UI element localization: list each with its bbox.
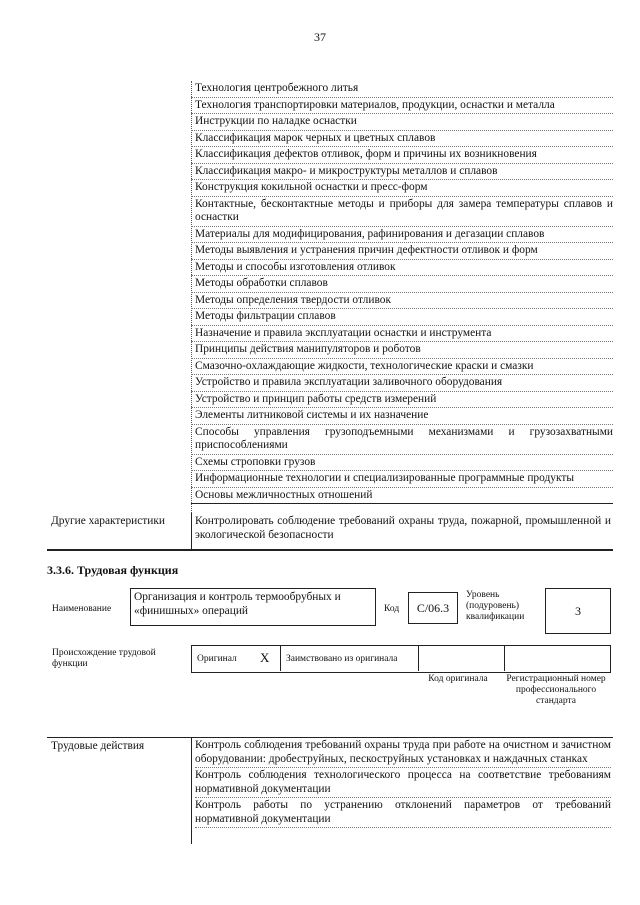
knowledge-item: Способы управления грузоподъемными механизмами и грузозахватными приспособлениями xyxy=(191,425,613,455)
function-name: Организация и контроль термообрубных и «финишных» операций xyxy=(134,591,341,617)
original-mark: X xyxy=(260,650,270,665)
other-characteristics-value: Контролировать соблюдение требований охраны труда, пожарной, промышленной и экологической безопасности xyxy=(195,515,611,541)
knowledge-item: Устройство и принцип работы средств измерений xyxy=(191,392,613,409)
origin-label: Происхождение трудовой функции xyxy=(52,648,156,669)
section-title: 3.3.6. Трудовая функция xyxy=(47,563,179,577)
knowledge-item: Назначение и правила эксплуатации оснастки и инструмента xyxy=(191,326,613,343)
actions-list xyxy=(195,738,611,828)
knowledge-item: Классификация макро- и микроструктуры металлов и сплавов xyxy=(191,164,613,181)
knowledge-item: Смазочно-охлаждающие жидкости, технологические краски и смазки xyxy=(191,359,613,376)
knowledge-item: Классификация марок черных и цветных сплавов xyxy=(191,131,613,148)
action-item: Контроль соблюдения требований охраны труда при работе на очистном и зачистном оборудовании: дробеструйных, пескоструйных установках и наждачных станках xyxy=(195,738,611,768)
other-characteristics-row xyxy=(47,513,613,551)
action-item: Контроль соблюдения технологического процесса на соответствие требованиям нормативной документации xyxy=(195,768,611,798)
code-original-label: Код оригинала xyxy=(428,674,488,684)
knowledge-item: Технология транспортировки материалов, продукции, оснастки и металла xyxy=(191,98,613,115)
knowledge-item: Методы выявления и устранения причин дефектности отливок и форм xyxy=(191,243,613,260)
knowledge-item: Конструкция кокильной оснастки и пресс-форм xyxy=(191,180,613,197)
knowledge-item: Методы обработки сплавов xyxy=(191,276,613,293)
knowledge-item: Контактные, бесконтактные методы и приборы для замера температуры сплавов и оснастки xyxy=(191,197,613,227)
knowledge-item: Устройство и правила эксплуатации заливочного оборудования xyxy=(191,375,613,392)
code-label: Код xyxy=(384,604,400,614)
knowledge-list xyxy=(191,81,613,504)
action-item: Контроль работы по устранению отклонений параметров от требований нормативной документации xyxy=(195,798,611,828)
name-label: Наименование xyxy=(52,604,112,614)
knowledge-item: Классификация дефектов отливок, форм и причины их возникновения xyxy=(191,147,613,164)
knowledge-item: Инструкции по наладке оснастки xyxy=(191,114,613,131)
knowledge-item: Методы фильтрации сплавов xyxy=(191,309,613,326)
original-label: Оригинал xyxy=(197,654,237,664)
knowledge-item: Схемы строповки грузов xyxy=(191,455,613,472)
knowledge-item: Принципы действия манипуляторов и роботов xyxy=(191,342,613,359)
reg-number-label: Регистрационный номер профессионального стандарта xyxy=(506,674,606,706)
knowledge-item: Основы межличностных отношений xyxy=(191,488,613,505)
knowledge-item: Элементы литниковой системы и их назначение xyxy=(191,408,613,425)
knowledge-item: Методы и способы изготовления отливок xyxy=(191,260,613,277)
code-value: C/06.3 xyxy=(408,592,458,624)
level-label: Уровень (подуровень) квалификации xyxy=(466,590,525,622)
function-name-box xyxy=(130,588,376,626)
other-characteristics-label: Другие характеристики xyxy=(51,515,166,527)
page-number: 37 xyxy=(314,30,326,44)
knowledge-item: Методы определения твердости отливок xyxy=(191,293,613,310)
actions-table xyxy=(47,737,613,825)
knowledge-item: Информационные технологии и специализированные программные продукты xyxy=(191,471,613,488)
level-value: 3 xyxy=(545,588,611,634)
knowledge-item: Технология центробежного литья xyxy=(191,81,613,98)
origin-box xyxy=(191,645,611,673)
borrowed-label: Заимствовано из оригинала xyxy=(286,654,398,664)
knowledge-item: Материалы для модифицирования, рафинирования и дегазации сплавов xyxy=(191,227,613,244)
actions-label: Трудовые действия xyxy=(51,740,145,752)
